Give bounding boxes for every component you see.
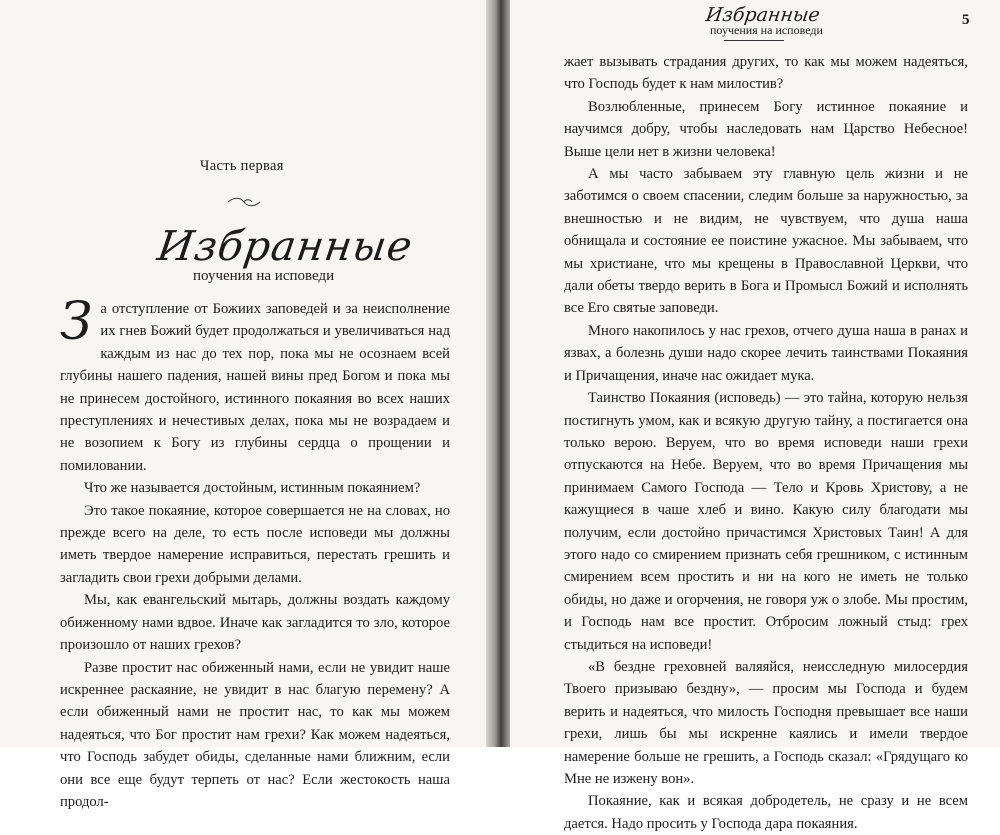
left-page	[0, 0, 492, 810]
drop-cap: З	[60, 292, 93, 352]
paragraph: «В бездне греховней валяяйся, неисследную милосердия Твоего призываю бездну», — просим мы Господа и будем верить и надеяться, что милость Господня превышает все наши грехи, лишь бы мы искренне каялись и имели твердое намерение больше не грешить, а Господь сказал: «Грядущаго ко Мне не изжену вон».	[564, 658, 968, 787]
paragraph: Это такое покаяние, которое совершается не на словах, но прежде всего на деле, то есть после исповеди мы должны иметь твердое намерение исправиться, перестать грешить и загладить свои грехи добрыми делами.	[60, 502, 450, 586]
right-page	[510, 0, 1000, 832]
paragraph: Мы, как евангельский мытарь, должны воздать каждому обиженному нами вдвое. Иначе как загладится то зло, которое произошло от наших грехов?	[60, 592, 450, 654]
chapter-title-script: Избранные	[154, 222, 416, 270]
paragraph: Что же называется достойным, истинным покаянием?	[84, 480, 421, 497]
right-body-text	[564, 51, 968, 835]
header-rule	[724, 40, 784, 41]
part-title: Часть первая	[200, 158, 284, 174]
first-paragraph	[60, 292, 450, 477]
paragraph: Таинство Покаяния (исповедь) — это тайна, которую нельзя постигнуть умом, как и всякую другую тайну, а постигается она только верою. Веруем, что во время исповеди наши грехи отпускаются на Небе. Веруем, что во время Причащения мы принимаем Самого Господа — Тело и Кровь Христову, а не кажущиеся в чаше хлеб и вино. Какую силу благодати мы получим, если достойно причастимся Христовых Таин! А для этого надо со смирением признать себя грешником, с истинным смирением всем простить и ни на кого не иметь не только обиды, но даже и огорчения, не говоря уж о злобе. Мы простим, и Господь нам все простит. Отбросим ложный стыд: грех стыдиться на исповеди!	[564, 390, 968, 653]
paragraph: Разве простит нас обиженный нами, если не увидит наше искреннее раскаяние, не увидит в нас благую перемену? А если обиженный нами не простит нас, то как мы можем надеяться, что Бог простит нам грехи? Как можем надеяться, что Господь забудет обиды, сделанные нами ближним, если они все еще будут терпеть от нас? Если жестокость наша продол-	[60, 659, 450, 810]
paragraph: А мы часто забываем эту главную цель жизни и не заботимся о своем спасении, следим больше за наружностью, за внешностью и не видим, не чувствуем, что душа наша обнищала и состояние ее поистине ужасное. Мы забываем, что мы христиане, что мы крещены в Православной Церкви, что дали обеты твердо верить в Бога и Промысл Божий и исполнять все Его святые заповеди.	[564, 166, 968, 317]
paragraph: Возлюбленные, принесем Богу истинное покаяние и научимся добру, чтобы наследовать нам Царство Небесное! Выше цели нет в жизни человека!	[564, 98, 968, 160]
first-paragraph-text: а отступление от Божиих заповедей и за неисполнение их гнев Божий будет продолжаться и увеличиваться над каждым из нас до тех пор, пока мы не осознаем всей глубины нашего падения, нашей вины пред Богом и пока мы не принесем достойного, истинного покаяния во всех наших преступлениях и нечестивых делах, пока мы не возрадаем и не возопием к Богу из глубины сердца о прощении и помиловании.	[60, 301, 450, 474]
chapter-subtitle: поучения на исповеди	[193, 268, 335, 284]
paragraph: Много накопилось у нас грехов, отчего душа наша в ранах и язвах, а болезнь души надо скорее лечить таинствами Покаяния и Причащения, иначе нас ожидает мука.	[564, 322, 968, 384]
left-body-text	[60, 292, 450, 813]
running-header-subtitle: поучения на исповеди	[710, 23, 823, 37]
paragraph: Покаяние, как и всякая добродетель, не сразу и не всем дается. Надо просить у Господа дара покаяния.	[564, 793, 968, 832]
running-header-script: Избранные	[704, 4, 822, 26]
page-number: 5	[962, 12, 970, 28]
continuation-paragraph: жает вызывать страдания других, то как мы можем надеяться, что Господь будет к нам милостив?	[564, 54, 968, 93]
flourish-ornament-icon	[226, 196, 266, 208]
